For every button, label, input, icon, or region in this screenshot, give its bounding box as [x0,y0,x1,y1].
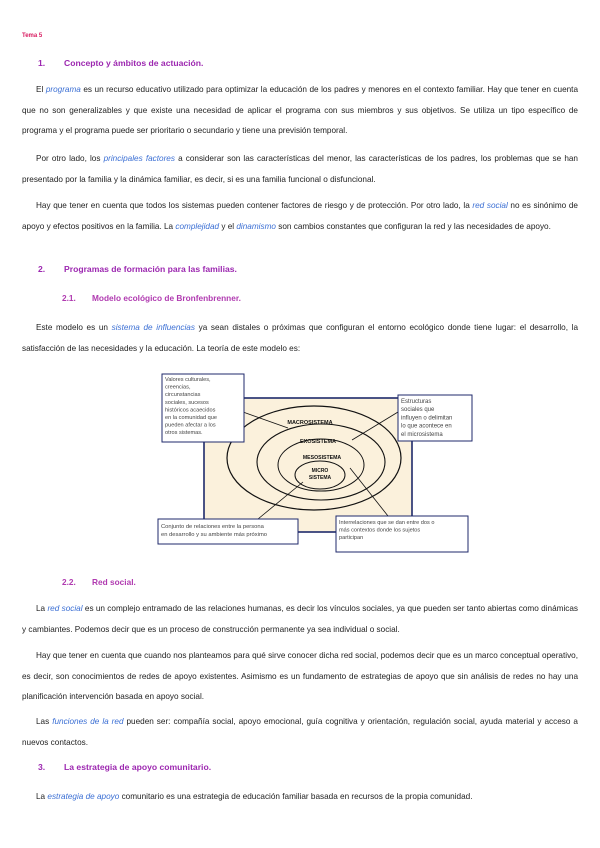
callout-line: participan [339,535,364,542]
callout-line: circunstancias [165,392,201,399]
section-title: Concepto y ámbitos de actuación. [64,58,204,68]
callout-line: históricos acaecidos [165,407,216,414]
keyword-red-social: red social [47,604,83,613]
callout-line: lo que acontece en [401,423,452,430]
callout-line: en la comunidad que [165,415,217,421]
section-title: La estrategia de apoyo comunitario. [64,762,212,772]
keyword-principales-factores: principales factores [103,154,175,163]
keyword-funciones-de-la-red: funciones de la red [52,717,124,726]
callout-line: influyen o delimitan [401,415,453,422]
section-title: Red social. [92,577,136,587]
label-sistema: SISTEMA [308,475,332,481]
callout-line: pueden afectar a los [165,422,216,429]
paragraph-estrategia: La estrategia de apoyo comunitario es una estrategia de educación familiar basada en recursos de la propia comunidad. [36,792,473,801]
keyword-red-social: red social [472,201,508,210]
callout-line: Conjunto de relaciones entre la persona [161,524,264,530]
paragraph-factores: Por otro lado, los principales factores a considerar son las características del menor, las características de los padres, los problemas que se han presentado por la familia y la dinámica familiar, es decir, si es una familia funcional o disfuncional. [22,154,578,184]
paragraph-marco-conceptual: Hay que tener en cuenta que cuando nos planteamos para qué sirve conocer dicha red social, podemos decir que es un marco conceptual operativo, es decir, son conocimientos de redes de apoyo existentes. Asimismo es un fundamento de estrategias de apoyo que sin análisis de redes no hay una planificación intervención basada en apoyo social. [22,651,578,701]
section-2-1-heading [62,293,241,303]
section-number: 2.2. [62,577,76,587]
label-macrosistema: MACROSISTEMA [287,420,333,426]
keyword-programa: programa [45,85,81,94]
callout-line: sociales, sucesos [165,399,209,406]
paragraph-red-social: La red social es un complejo entramado de las relaciones humanas, es decir los vínculos sociales, ya que pueden ser tanto abiertas como dinámicas y cambiantes. Podemos decir que es un proceso de construcción permanente ya sea individual o social. [22,604,578,634]
section-number: 3. [38,762,46,772]
paragraph-red-social-intro: Hay que tener en cuenta que todos los sistemas pueden contener factores de riesgo y de protección. Por otro lado, la red social no es sinónimo de apoyo y efectos positivos en la familia. La complejidad y el dinamismo son cambios constantes que configuran la red y las necesidades de apoyo. [22,201,578,231]
section-1-heading [38,58,203,68]
paragraph-funciones: Las funciones de la red pueden ser: compañía social, apoyo emocional, guía cognitiva y orientación, regulación social, ayuda material y acceso a nuevos contactos. [22,717,578,747]
callout-line: creencias, [165,384,191,391]
callout-line: Interrelaciones que se dan entre dos o [339,520,435,526]
callout-line: Estructuras [401,399,432,405]
paragraph-programa: El programa es un recurso educativo utilizado para optimizar la educación de los padres y menores en el contexto familiar. Hay que tener en cuenta que no son generalizables y que existe una necesidad de aplicar el programa con sus miembros y sus objetivos. Se utiliza un tipo específico de programa y el programa puede ser prioritario o secundario y tiene una previsión temporal. [22,85,579,135]
keyword-complejidad: complejidad [175,221,220,231]
section-number: 1. [38,58,46,68]
keyword-sistema-de-influencias: sistema de influencias [111,323,195,332]
section-title: Modelo ecológico de Bronfenbrenner. [92,293,241,303]
paragraph-modelo: Este modelo es un sistema de influencias ya sean distales o próximas que configuran el entorno ecológico donde tiene lugar: el desarrollo, la satisfacción de las necesidades y la educación. La teoría de este modelo es: [22,323,578,353]
section-2-heading [38,264,237,274]
label-micro: MICRO [311,468,329,474]
callout-line: otros sistemas. [165,430,203,437]
section-2-2-heading [62,577,136,587]
callout-line: el microsistema [401,431,443,438]
section-number: 2.1. [62,293,76,303]
keyword-dinamismo: dinamismo [236,221,276,231]
callout-line: más contextos donde los sujetos [339,527,421,534]
callout-line: Valores culturales, [165,377,211,383]
section-3-heading [38,762,211,772]
ecological-model-diagram [0,360,600,560]
section-number: 2. [38,264,46,274]
section-title: Programas de formación para las familias. [64,264,237,274]
topic-label: Tema 5 [22,33,43,39]
label-exosistema: EXOSISTEMA [299,439,337,445]
label-mesosistema: MESOSISTEMA [302,455,342,461]
callout-line: en desarrollo y su ambiente más próximo [161,532,268,538]
callout-line: sociales que [401,407,435,414]
keyword-estrategia-de-apoyo: estrategia de apoyo [47,792,120,801]
